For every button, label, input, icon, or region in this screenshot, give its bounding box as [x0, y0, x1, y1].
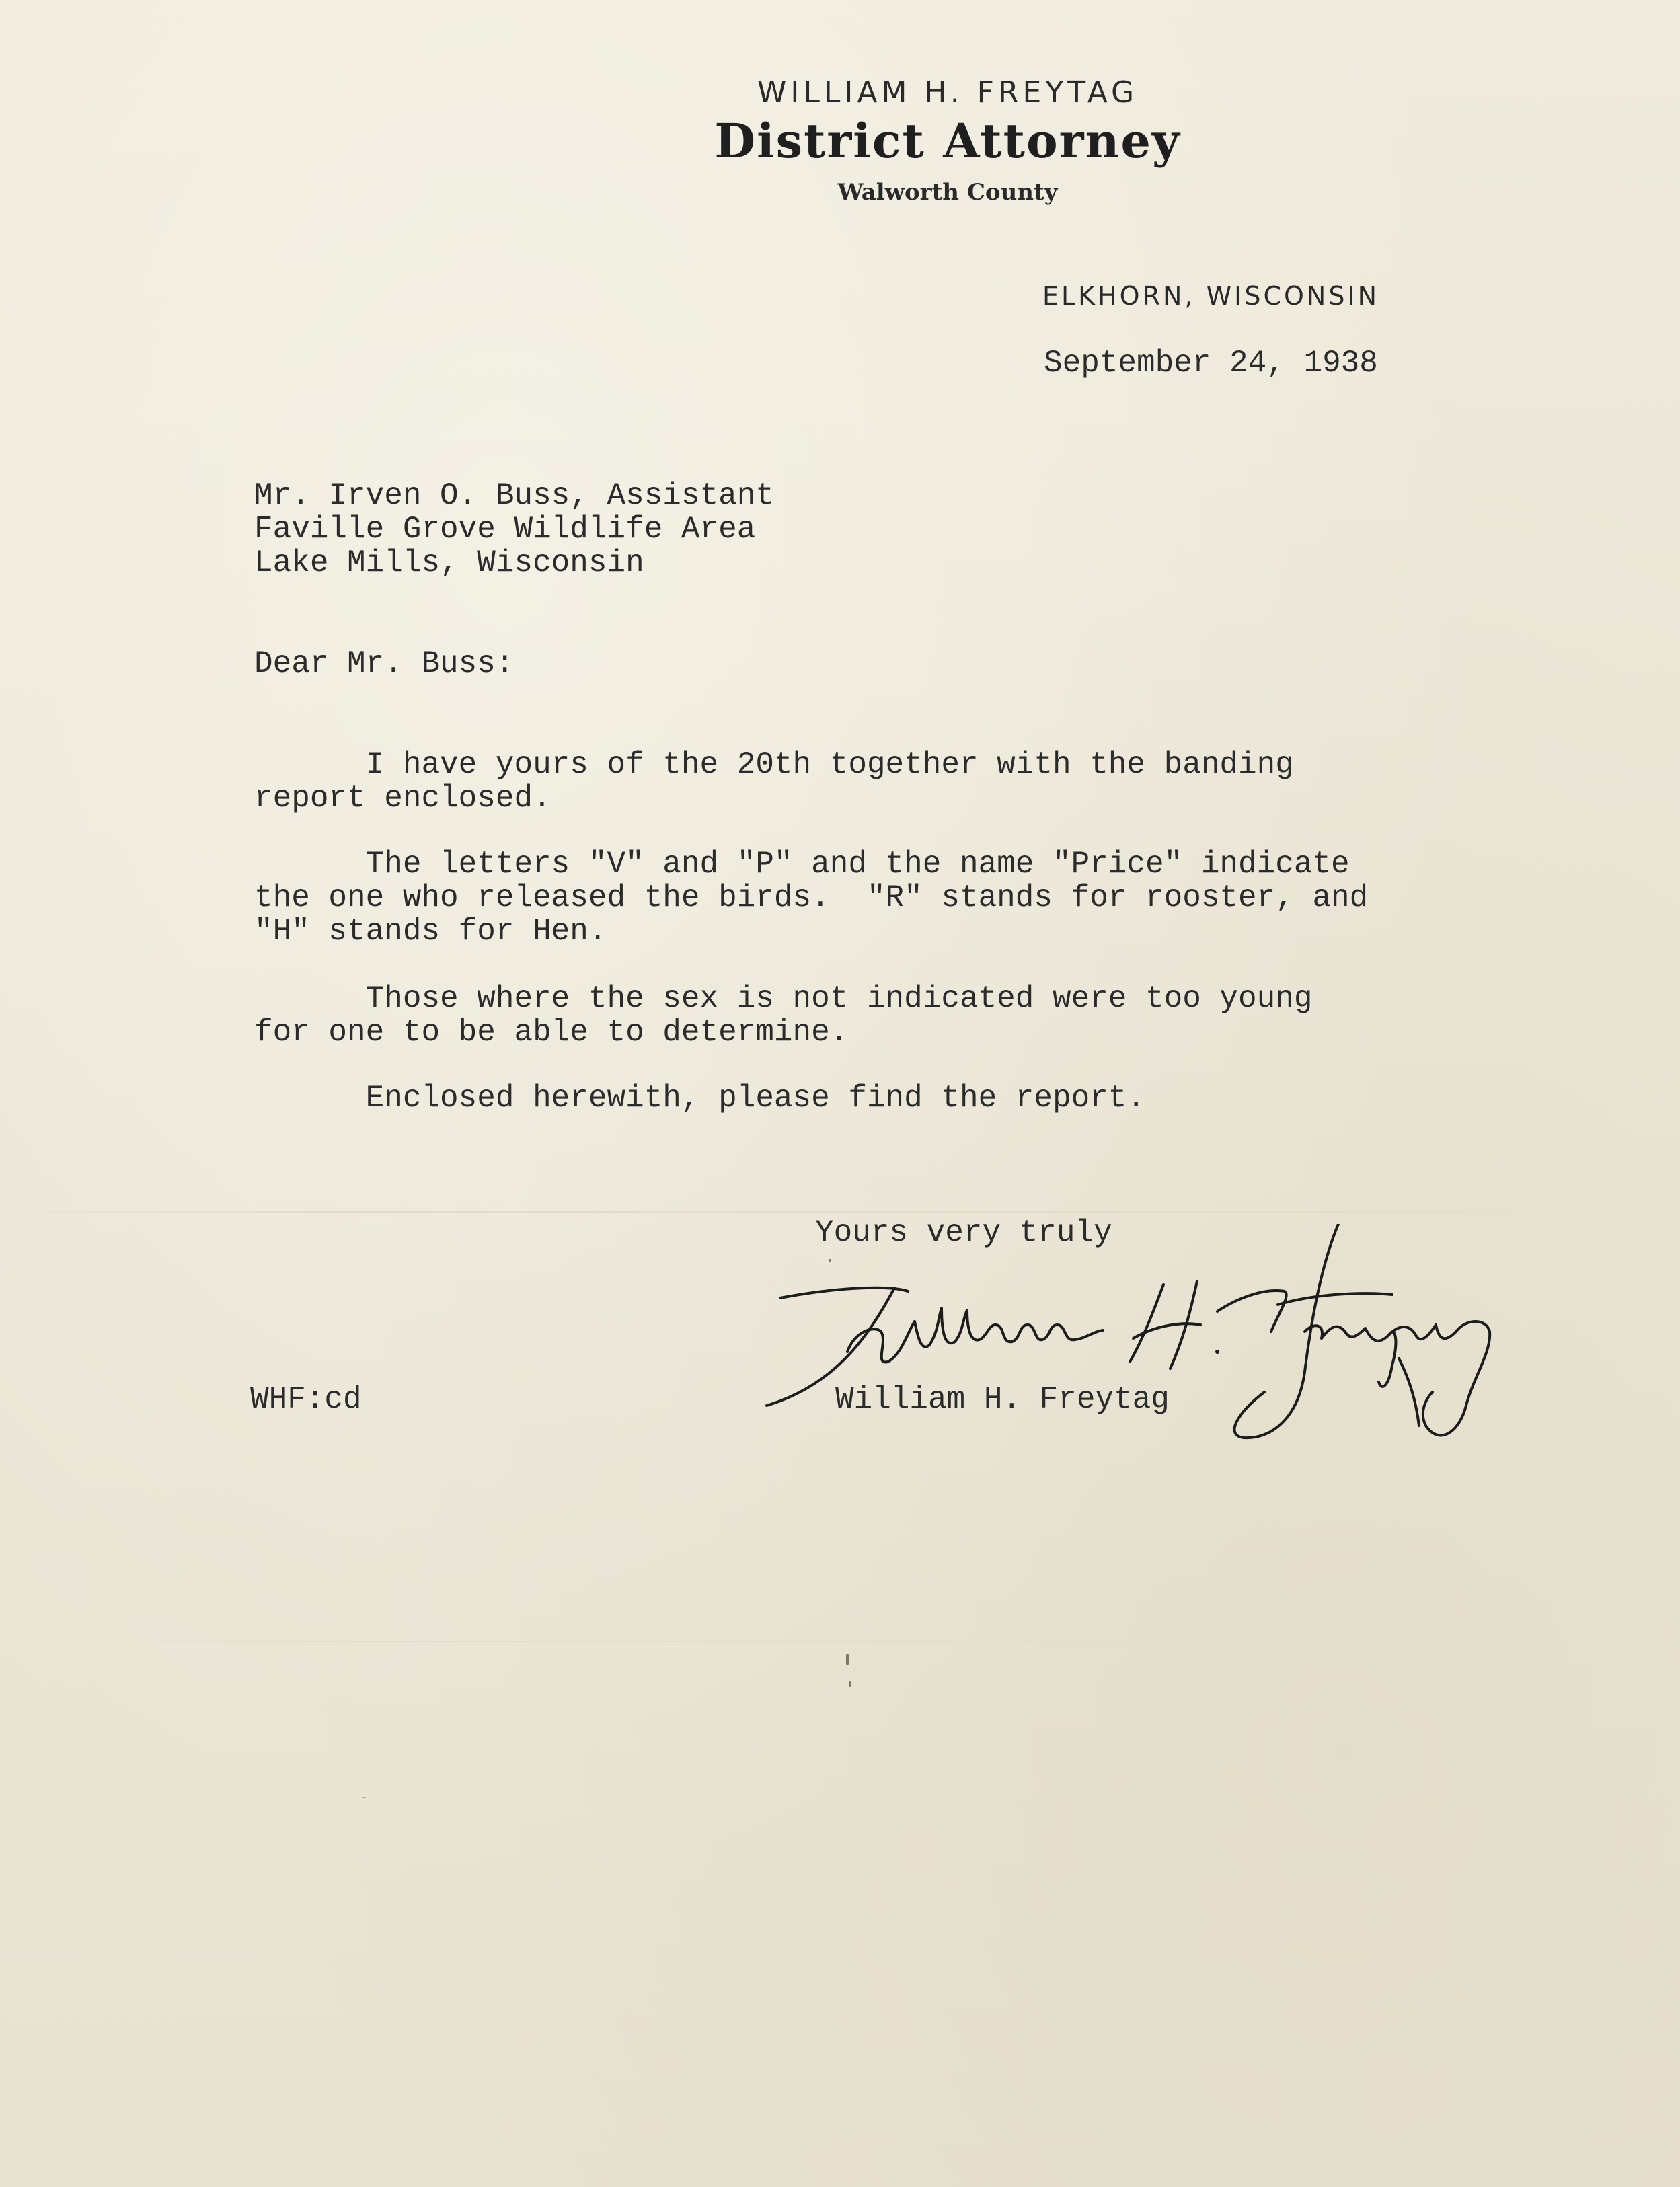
salutation: Dear Mr. Buss: [254, 646, 514, 681]
body-line: The letters "V" and "P" and the name "Price" indicate [254, 847, 1350, 882]
typed-signature-name: William H. Freytag [835, 1382, 1170, 1417]
letterhead-county: Walworth County [837, 179, 1058, 206]
paper-speck [849, 1681, 851, 1687]
recipient-address [254, 479, 774, 580]
body-line: Enclosed herewith, please find the report. [254, 1081, 1146, 1116]
paper-speck [829, 1259, 831, 1262]
body-paragraph [254, 982, 1312, 1049]
letterhead-title: District Attorney [714, 113, 1181, 169]
recipient-line: Mr. Irven O. Buss, Assistant [254, 478, 774, 513]
body-line: the one who released the birds. "R" stands for rooster, and [254, 880, 1369, 915]
paper-fold-line [0, 1641, 1680, 1642]
letterhead-city: ELKHORN, WISCONSIN [1042, 281, 1380, 311]
recipient-line: Faville Grove Wildlife Area [254, 512, 756, 547]
body-line: Those where the sex is not indicated were too young [254, 981, 1313, 1016]
closing: Yours very truly [815, 1215, 1112, 1250]
body-paragraph [254, 1081, 1145, 1115]
paper-speck [846, 1654, 849, 1665]
recipient-line: Lake Mills, Wisconsin [254, 545, 644, 580]
body-line: "H" stands for Hen. [254, 914, 607, 949]
letterhead-name: WILLIAM H. FREYTAG [757, 75, 1139, 110]
typist-initials: WHF:cd [250, 1382, 362, 1417]
body-line: report enclosed. [254, 781, 551, 816]
paper-fold-line [0, 1211, 1680, 1213]
body-line: for one to be able to determine. [254, 1015, 849, 1050]
paper-speck [362, 1797, 366, 1798]
body-paragraph [254, 748, 1294, 815]
letter-date: September 24, 1938 [1044, 346, 1378, 381]
body-line: I have yours of the 20th together with the banding [254, 747, 1294, 782]
handwritten-signature [753, 1224, 1506, 1466]
body-paragraph [254, 847, 1368, 948]
